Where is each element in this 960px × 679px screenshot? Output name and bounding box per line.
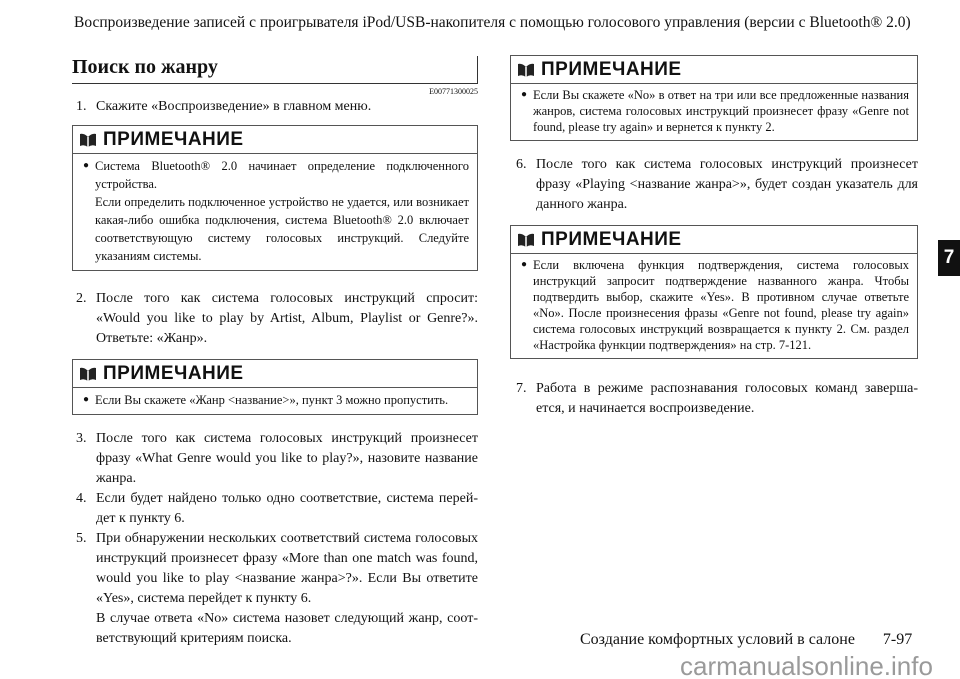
bullet-icon: ●	[83, 160, 90, 171]
note-heading: ПРИМЕЧАНИЕ	[541, 58, 682, 80]
left-column	[72, 56, 478, 649]
book-icon	[79, 132, 97, 148]
watermark: carmanualsonline.info	[680, 651, 933, 679]
step-number: 3.	[76, 431, 87, 446]
step-3	[76, 429, 478, 489]
step-text: Скажите «Воспроизведение» в главном меню.	[96, 99, 372, 114]
right-column	[510, 55, 918, 419]
book-icon	[517, 62, 535, 78]
note-header	[511, 56, 917, 84]
note-box-2	[72, 359, 478, 415]
step-text: После того как система голосовых инструкций спросит: «Would you like to play by Artist, Album, Playlist or Genre?». Ответьте: «Жанр».	[96, 291, 478, 346]
step-text: В случае ответа «No» система назовет следующий жанр, соответствующий критериям поиска.	[96, 611, 478, 646]
step-number: 7.	[516, 381, 527, 396]
step-2	[76, 289, 478, 349]
note-heading: ПРИМЕЧАНИЕ	[103, 128, 244, 150]
step-text: Работа в режиме распознавания голосовых команд завершается, и начинается воспроизведение.	[536, 381, 918, 416]
step-4	[76, 489, 478, 529]
chapter-tab: 7	[938, 240, 960, 276]
section-title: Поиск по жанру	[72, 56, 478, 84]
note-header	[511, 226, 917, 254]
step-number: 5.	[76, 531, 87, 546]
note-text: Если включена функция подтверждения, система голосовых инструкций запросит подтверждение названного жанра. Чтобы подтвердить выбор, скажите «Yes». В противном случае ответьте «No». После произнесения фразы «Genre not found, please try again» система голосовых инструкций возвращается к пункту 2. См. раздел «Настройка функции подтверждения» на стр. 7-121.	[533, 258, 909, 352]
footer-section: Создание комфортных условий в салоне	[580, 631, 855, 648]
note-box-4	[510, 225, 918, 359]
note-box-3	[510, 55, 918, 141]
page-header: Воспроизведение записей с проигрывателя iPod/USB-накопителя с помощью голосового управления (версии с Bluetooth® 2.0)	[74, 14, 911, 31]
step-number: 6.	[516, 157, 527, 172]
note-text: Система Bluetooth® 2.0 начинает определение подключенного устройства.	[95, 159, 469, 191]
note-heading: ПРИМЕЧАНИЕ	[541, 228, 682, 250]
book-icon	[517, 232, 535, 248]
step-7	[516, 379, 918, 419]
step-6	[516, 155, 918, 215]
note-text: Если Вы скажете «Жанр <название>», пункт 3 можно пропустить.	[95, 393, 449, 407]
note-text: Если определить подключенное устройство не удается, или возникает какая-либо ошибка подключения, система Bluetooth® 2.0 включает соответствующую систему голосовых инструкций. Следуйте указаниям системы.	[95, 195, 469, 263]
page-number: 7-97	[882, 631, 913, 648]
step-text: При обнаружении нескольких соответствий система голосовых инструкций произнесет фразу «More than one match was found, would you like to play <название жанра>?». Если Вы ответите «Yes», система перейдет к пункту 6.	[96, 531, 478, 606]
note-header	[73, 360, 477, 388]
step-number: 4.	[76, 491, 87, 506]
bullet-icon: ●	[521, 259, 528, 270]
step-text: После того как система голосовых инструкций произнесет фразу «What Genre would you like to play?», назовите название жанра.	[96, 431, 478, 486]
note-text: Если Вы скажете «No» в ответ на три или все предложенные названия жанров, система голосовых инструкций произнесет фразу «Genre not found, please try again» и вернется к пункту 2.	[533, 88, 909, 134]
bullet-icon: ●	[521, 89, 528, 100]
step-number: 1.	[76, 99, 87, 114]
step-text: Если будет найдено только одно соответствие, система перейдет к пункту 6.	[96, 491, 478, 526]
book-icon	[79, 366, 97, 382]
step-5	[76, 529, 478, 649]
note-heading: ПРИМЕЧАНИЕ	[103, 362, 244, 384]
step-1	[76, 97, 478, 117]
bullet-icon: ●	[83, 394, 90, 405]
section-code: E00771300025	[429, 87, 478, 96]
steps-3-5	[76, 429, 478, 649]
note-box-1	[72, 125, 478, 271]
step-number: 2.	[76, 291, 87, 306]
step-text: После того как система голосовых инструкций произнесет фразу «Playing <название жанра>», будет создан указатель для данного жанра.	[536, 157, 918, 212]
page-footer	[580, 630, 912, 650]
note-header	[73, 126, 477, 154]
